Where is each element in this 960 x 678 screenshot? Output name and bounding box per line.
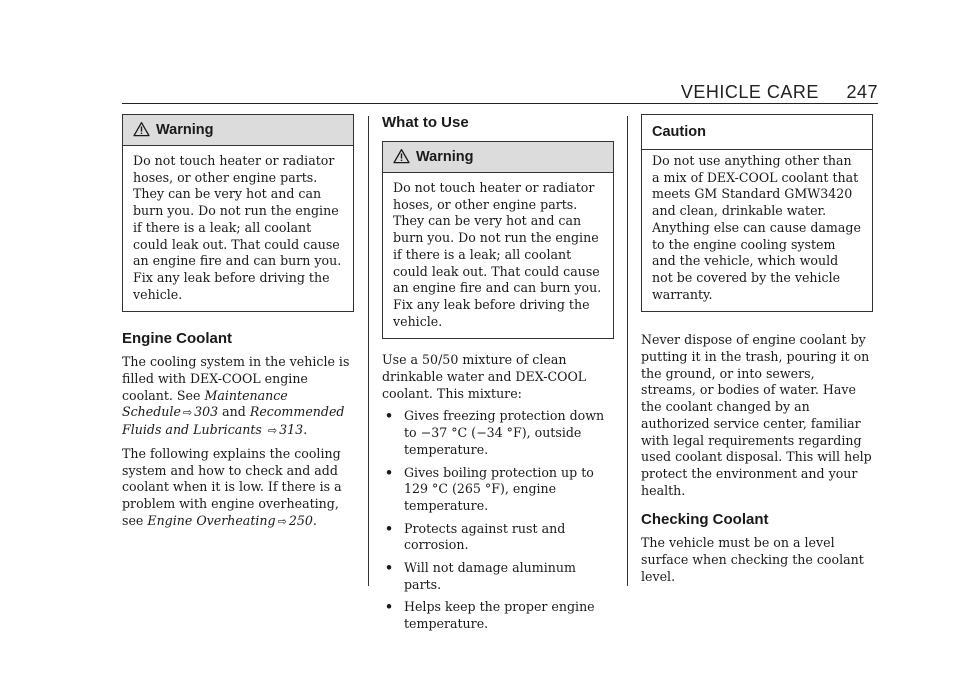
warning-box-header bbox=[123, 115, 353, 146]
page-ref-icon: ⇨ bbox=[277, 514, 287, 528]
coolant-disposal-paragraph: Never dispose of engine coolant by putting it in the trash, pouring it on the ground, or into sewers, streams, or bodies of water. Have the coolant changed by an authorized service center, familiar with legal requirements regarding used coolant disposal. This will help protect the environment and your health. bbox=[641, 332, 872, 498]
list-item-text: Helps keep the proper engine temperature. bbox=[404, 599, 595, 632]
bullet-icon: • bbox=[385, 520, 394, 536]
link-title: Engine Overheating bbox=[147, 512, 276, 528]
column-3 bbox=[641, 114, 873, 585]
caution-text: Do not use anything other than a mix of DEX-COOL coolant that meets GM Standard GMW3420 and clean, drinkable water. Anything else can cause damage to the engine cooling system and the vehicle, which would not be covered by the vehicle warranty. bbox=[652, 153, 861, 302]
engine-coolant-paragraph bbox=[122, 354, 354, 440]
list-item bbox=[382, 465, 614, 515]
link-title: Recommended Fluids and Lubricants bbox=[122, 404, 345, 438]
header-rule bbox=[122, 103, 878, 104]
warning-box bbox=[382, 141, 614, 339]
page-ref-icon: ⇨ bbox=[182, 406, 193, 420]
checking-coolant-heading: Checking Coolant bbox=[641, 511, 769, 529]
warning-triangle-icon bbox=[393, 148, 410, 164]
warning-box-header bbox=[383, 142, 613, 173]
what-to-use-heading: What to Use bbox=[382, 114, 469, 131]
list-item-text: Gives freezing protection down to −37 °C (−34 °F), outside temperature. bbox=[404, 408, 605, 457]
page-ref-icon: ⇨ bbox=[267, 424, 278, 438]
engine-coolant-heading: Engine Coolant bbox=[122, 330, 232, 348]
paragraph-text: . bbox=[303, 422, 308, 438]
link-title: Maintenance Schedule bbox=[122, 387, 288, 420]
paragraph-text: The cooling system in the vehicle is filled with DEX-COOL engine coolant. See bbox=[122, 354, 350, 403]
caution-box-header bbox=[642, 115, 872, 150]
link-page: 303 bbox=[194, 404, 219, 420]
column-divider-2 bbox=[627, 116, 628, 586]
paragraph-text: and bbox=[218, 404, 250, 420]
list-item bbox=[382, 599, 614, 632]
column-2 bbox=[382, 114, 614, 633]
mixture-intro: Use a 50/50 mixture of clean drinkable water and DEX-COOL coolant. This mixture: bbox=[382, 352, 587, 401]
cooling-system-paragraph bbox=[122, 446, 354, 531]
warning-box bbox=[122, 114, 354, 312]
paragraph-text: The following explains the cooling system and how to check and add coolant when it is low. If there is a problem with engine overheating, see bbox=[122, 445, 342, 528]
warning-text: Do not touch heater or radiator hoses, or other engine parts. They can be very hot and can burn you. Do not run the engine if there is a leak; all coolant could leak out. That could cause an engine fire and can burn you. Fix any leak before driving the vehicle. bbox=[133, 153, 342, 302]
page-number: 247 bbox=[846, 82, 878, 102]
section-title: VEHICLE CARE bbox=[680, 82, 819, 102]
list-item bbox=[382, 521, 614, 554]
bullet-icon: • bbox=[385, 464, 394, 480]
link-page: 313 bbox=[279, 422, 304, 438]
warning-text: Do not touch heater or radiator hoses, or other engine parts. They can be very hot and can burn you. Do not run the engine if there is a leak; all coolant could leak out. That could cause an engine fire and can burn you. Fix any leak before driving the vehicle. bbox=[393, 180, 602, 329]
paragraph-text: . bbox=[312, 512, 317, 528]
list-item bbox=[382, 408, 614, 458]
warning-triangle-icon bbox=[133, 121, 150, 137]
column-1 bbox=[122, 114, 354, 530]
warning-title: Warning bbox=[156, 122, 214, 138]
bullet-icon: • bbox=[385, 408, 394, 424]
list-item-text: Protects against rust and corrosion. bbox=[404, 520, 566, 553]
list-item bbox=[382, 560, 614, 593]
list-item-text: Will not damage aluminum parts. bbox=[404, 560, 576, 592]
caution-title: Caution bbox=[652, 124, 706, 140]
mixture-benefits-list bbox=[382, 408, 614, 632]
page-header bbox=[681, 82, 878, 103]
caution-box bbox=[641, 114, 873, 312]
bullet-icon: • bbox=[385, 599, 394, 615]
engine-overheating-link[interactable] bbox=[147, 513, 312, 528]
warning-title: Warning bbox=[416, 149, 474, 165]
bullet-icon: • bbox=[385, 560, 394, 576]
column-divider-1 bbox=[368, 116, 369, 586]
list-item-text: Gives boiling protection up to 129 °C (265 °F), engine temperature. bbox=[404, 464, 594, 513]
link-page: 250 bbox=[288, 512, 313, 528]
checking-coolant-paragraph: The vehicle must be on a level surface when checking the coolant level. bbox=[641, 535, 864, 584]
